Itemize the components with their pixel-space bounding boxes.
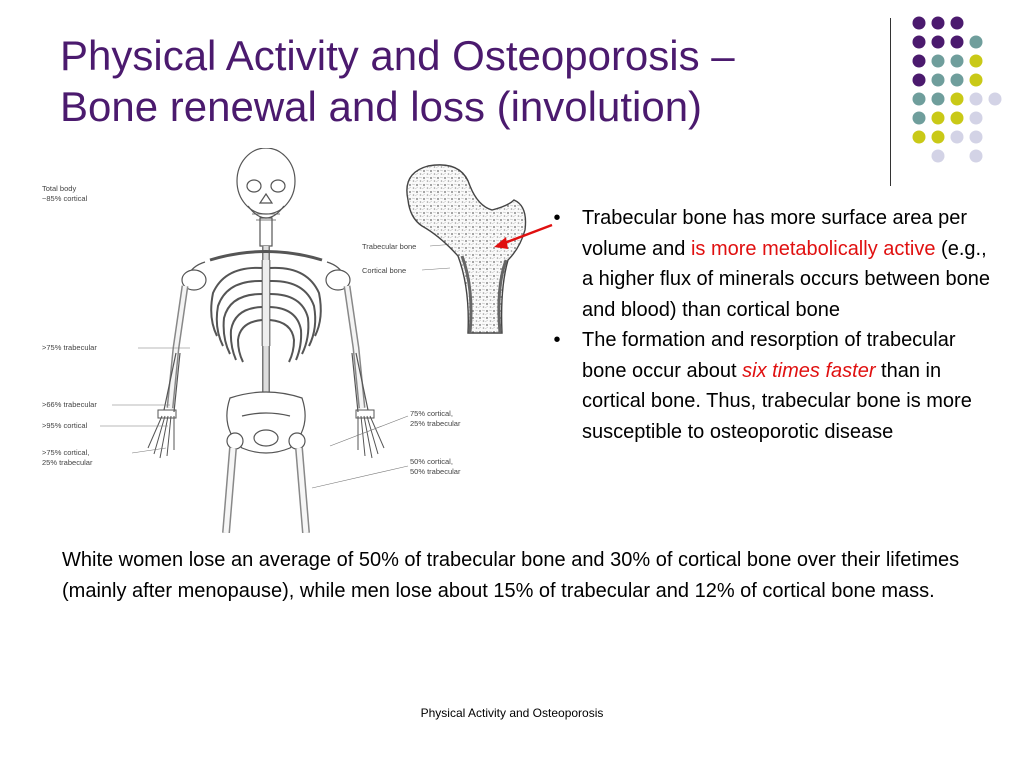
bullet-marker: • — [553, 207, 561, 229]
skeleton-femur-diagram — [30, 148, 555, 533]
label-hip-cortical: 75% cortical, — [410, 409, 453, 418]
label-cortical-bone: Cortical bone — [362, 266, 407, 275]
bullet-text: Trabecular bone has more surface area per volume and — [582, 207, 968, 260]
bullet-list — [547, 203, 997, 447]
label-forearm-cortical: >95% cortical — [42, 421, 88, 430]
bullet-highlight: is more metabolically active — [690, 237, 936, 260]
body-paragraph: White women lose an average of 50% of trabecular bone and 30% of cortical bone over their lifetimes (mainly after menopause), while men lose about 15% of trabecular and 12% of cortical bone mass. — [62, 549, 960, 602]
label-spine-trabecular: >75% trabecular — [42, 343, 97, 352]
label-total-body-cortical: ~85% cortical — [42, 194, 88, 203]
skeleton-figure — [148, 148, 384, 533]
label-wrist-trabecular: 25% trabecular — [42, 458, 93, 467]
bullet-item — [547, 325, 997, 447]
slide-title-line-1: Physical Activity and Osteoporosis – — [60, 32, 735, 79]
label-femur-trabecular: 50% trabecular — [410, 467, 461, 476]
slide-title-line-2: Bone renewal and loss (involution) — [60, 83, 703, 130]
label-pelvis-trabecular: >66% trabecular — [42, 400, 97, 409]
slide-footer: Physical Activity and Osteoporosis — [420, 706, 604, 720]
label-femur-cortical: 50% cortical, — [410, 457, 453, 466]
bullet-item — [547, 203, 997, 325]
bullet-text: The formation and resorption of trabecular bone occur about — [582, 329, 956, 382]
label-wrist-cortical: >75% cortical, — [42, 448, 90, 457]
bullet-highlight: six times faster — [742, 359, 876, 382]
bullet-text: than in cortical bone. Thus, trabecular bone is more susceptible to osteoporotic disease — [582, 359, 972, 443]
label-hip-trabecular: 25% trabecular — [410, 419, 461, 428]
bullet-text: (e.g., a higher flux of minerals occurs between bone and blood) than cortical bone — [582, 237, 991, 321]
bullet-marker: • — [553, 329, 561, 351]
label-trabecular-bone: Trabecular bone — [362, 242, 417, 251]
label-total-body: Total body — [42, 184, 77, 193]
